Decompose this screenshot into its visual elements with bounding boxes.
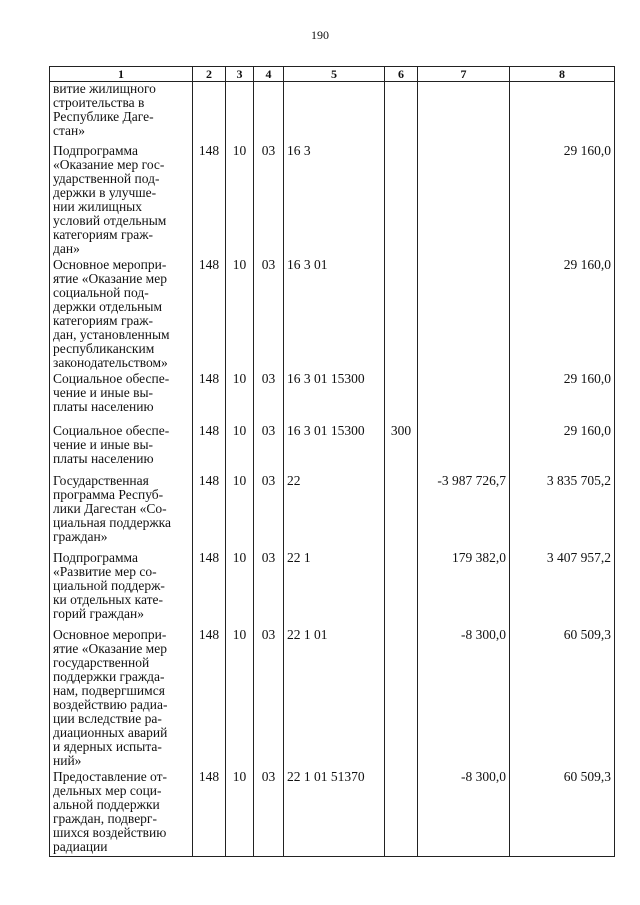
row-name: Социальное обеспе- чение и иные вы- платы населению [50,424,193,474]
row-name: Предоставление от- дельных мер соци- альной поддержки граждан, подверг- шихся воздействию радиации [50,770,193,857]
cell-c7 [418,372,510,424]
row-name: витие жилищного строительства в Республике Даге- стан» [50,82,193,144]
cell-c3: 10 [226,770,254,857]
cell-c2 [193,82,226,144]
cell-c8: 29 160,0 [510,258,615,372]
cell-c5: 16 3 [284,144,385,258]
cell-c6 [385,770,418,857]
cell-c3: 10 [226,628,254,770]
table-header [50,67,615,82]
cell-c2: 148 [193,474,226,551]
cell-c4: 03 [254,551,284,628]
row-name: Подпрограмма «Оказание мер гос- ударственной под- держки в улучше- нии жилищных условий отдельным категориям граж- дан» [50,144,193,258]
cell-c6 [385,258,418,372]
cell-c7: 179 382,0 [418,551,510,628]
cell-c2: 148 [193,258,226,372]
cell-c8: 60 509,3 [510,628,615,770]
cell-c2: 148 [193,372,226,424]
cell-c4: 03 [254,424,284,474]
column-header: 4 [254,67,284,82]
cell-c3: 10 [226,551,254,628]
row-name: Подпрограмма «Развитие мер со- циальной поддерж- ки отдельных кате- горий граждан» [50,551,193,628]
cell-c2: 148 [193,770,226,857]
column-header: 8 [510,67,615,82]
cell-c6 [385,144,418,258]
cell-c4: 03 [254,372,284,424]
column-header: 6 [385,67,418,82]
row-name: Социальное обеспе- чение и иные вы- платы населению [50,372,193,424]
cell-c8: 29 160,0 [510,424,615,474]
cell-c7: -8 300,0 [418,770,510,857]
cell-c7 [418,144,510,258]
cell-c3: 10 [226,258,254,372]
budget-table [49,66,615,857]
table-row [50,258,615,372]
cell-c6: 300 [385,424,418,474]
cell-c8: 3 407 957,2 [510,551,615,628]
column-header: 3 [226,67,254,82]
table-row [50,144,615,258]
cell-c5: 16 3 01 15300 [284,372,385,424]
cell-c7: -8 300,0 [418,628,510,770]
table-row [50,474,615,551]
cell-c3: 10 [226,424,254,474]
table-row [50,372,615,424]
table-row [50,628,615,770]
cell-c5: 22 [284,474,385,551]
cell-c5: 16 3 01 15300 [284,424,385,474]
table-row [50,82,615,144]
cell-c8: 29 160,0 [510,372,615,424]
cell-c5: 22 1 [284,551,385,628]
row-name: Государственная программа Респуб- лики Дагестан «Со- циальная поддержка граждан» [50,474,193,551]
row-name: Основное меропри- ятие «Оказание мер государственной поддержки гражда- нам, подвергшимся воздействию радиа- ции вследствие ра- диационных аварий и ядерных испыта- ний» [50,628,193,770]
cell-c5 [284,82,385,144]
cell-c4 [254,82,284,144]
cell-c7 [418,424,510,474]
cell-c4: 03 [254,474,284,551]
cell-c6 [385,82,418,144]
cell-c4: 03 [254,258,284,372]
cell-c6 [385,628,418,770]
cell-c6 [385,372,418,424]
cell-c7 [418,258,510,372]
cell-c3 [226,82,254,144]
cell-c6 [385,551,418,628]
column-header: 7 [418,67,510,82]
cell-c5: 22 1 01 [284,628,385,770]
cell-c2: 148 [193,424,226,474]
table-row [50,551,615,628]
cell-c7: -3 987 726,7 [418,474,510,551]
cell-c2: 148 [193,628,226,770]
cell-c8: 60 509,3 [510,770,615,857]
cell-c8: 29 160,0 [510,144,615,258]
cell-c7 [418,82,510,144]
cell-c2: 148 [193,551,226,628]
cell-c6 [385,474,418,551]
cell-c2: 148 [193,144,226,258]
cell-c3: 10 [226,474,254,551]
cell-c4: 03 [254,144,284,258]
cell-c8: 3 835 705,2 [510,474,615,551]
page-number: 190 [311,28,329,42]
column-header: 2 [193,67,226,82]
cell-c3: 10 [226,144,254,258]
cell-c5: 16 3 01 [284,258,385,372]
column-header: 1 [50,67,193,82]
cell-c8 [510,82,615,144]
cell-c5: 22 1 01 51370 [284,770,385,857]
cell-c4: 03 [254,770,284,857]
table-row [50,770,615,857]
column-header: 5 [284,67,385,82]
table-row [50,424,615,474]
table-body [50,82,615,857]
row-name: Основное меропри- ятие «Оказание мер социальной под- держки отдельным категориям граж- дан, установленным республиканским законодательством» [50,258,193,372]
cell-c3: 10 [226,372,254,424]
cell-c4: 03 [254,628,284,770]
